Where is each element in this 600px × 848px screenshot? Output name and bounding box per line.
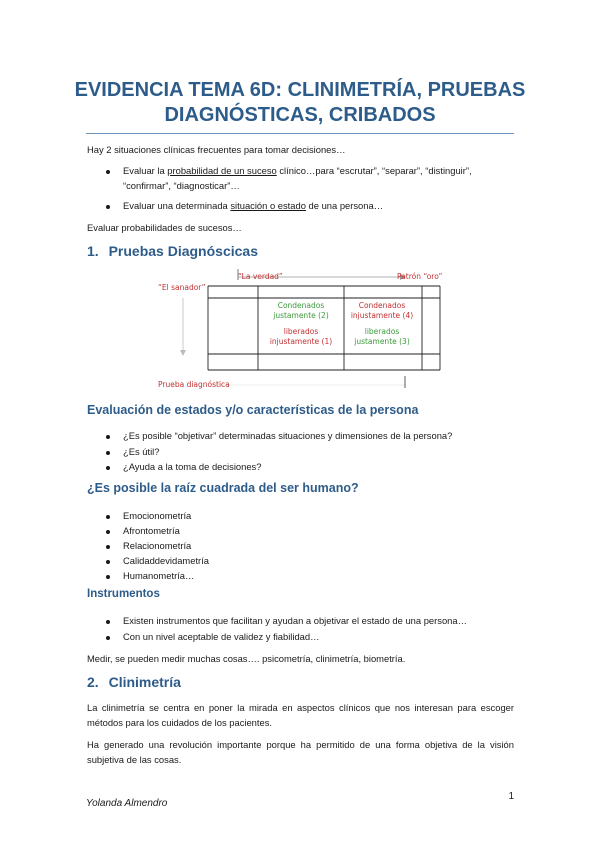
decision-1-underlined: probabilidad de un suceso [167,165,277,176]
page-number: 1 [508,791,514,802]
footer-author: Yolanda Almendro [86,798,168,809]
clinimetria-paragraph-2: Ha generado una revolución importante porque ha permitido de una forma objetiva de la visión subjetiva de las cosas. [87,739,514,765]
cell-2-line-2: injustamente (4) [350,311,414,320]
eval-item-2: ¿Es útil? [123,446,160,457]
left-label: “El sanador” [158,283,206,292]
title-underline [86,133,514,134]
decision-2-pre: Evaluar una determinada [123,200,231,211]
top-right-label: Patrón “oro” [397,272,443,281]
subsection-eval-heading: Evaluación de estados y/o características de la persona [87,403,419,417]
instr-item-1: Existen instrumentos que facilitan y ayudan a objetivar el estado de una persona… [123,615,467,626]
bottom-label: Prueba diagnóstica [158,380,230,389]
diagnostic-figure [150,266,450,394]
bullet-icon [106,636,110,640]
title-line-1: EVIDENCIA TEMA 6D: CLINIMETRÍA, PRUEBAS [74,79,526,101]
instr-item-2: Con un nivel aceptable de validez y fiabilidad… [123,631,320,642]
medir-text: Medir, se pueden medir muchas cosas…. psicometría, clinimetría, biometría. [87,653,406,664]
cell-3-line-1: liberados [283,327,319,336]
decision-item-1 [123,164,472,177]
bullet-icon [106,435,110,439]
cell-4-line-1: liberados [364,327,400,336]
decision-item-1-line2: “confirmar”, “diagnosticar”… [123,180,240,191]
bullet-icon [106,560,110,564]
cell-3-line-2: injustamente (1) [269,337,333,346]
figure-grid [208,286,440,370]
raiz-item-5: Humanometría… [123,570,195,581]
bullet-icon [106,451,110,455]
raiz-item-4: Calidaddevidametría [123,555,209,566]
bullet-icon [106,530,110,534]
raiz-item-2: Afrontometría [123,525,180,536]
decision-2-post: de una persona… [305,200,384,211]
eval-item-3: ¿Ayuda a la toma de decisiones? [123,461,262,472]
section-1-heading [87,243,258,259]
eval-prob-text: Evaluar probabilidades de sucesos… [87,222,242,233]
top-left-label: “La verdad” [238,272,283,281]
cell-1-line-2: justamente (2) [273,311,329,320]
section-1-number: 1. [87,243,99,259]
bullet-icon [106,515,110,519]
left-arrow-head-icon [180,350,186,356]
title-line-2: DIAGNÓSTICAS, CRIBADOS [164,104,436,126]
clinimetria-paragraph-1: La clinimetría se centra en poner la mirada en aspectos clínicos que nos interesan para escoger métodos para los cuidados de los pacientes. [87,702,514,728]
section-1-title: Pruebas Diagnóscicas [108,243,258,259]
eval-item-1: ¿Es posible “objetivar” determinadas situaciones y dimensiones de la persona? [123,430,453,441]
decision-1-pre: Evaluar la [123,165,168,176]
decision-1-post: clínico…para “escrutar”, “separar”, “distinguir”, [276,165,472,176]
decision-item-2 [123,199,383,212]
decision-2-underlined: situación o estado [230,200,306,211]
bullet-icon [106,575,110,579]
intro-text: Hay 2 situaciones clínicas frecuentes para tomar decisiones… [87,144,346,155]
bullet-icon [106,545,110,549]
raiz-item-3: Relacionometría [123,540,192,551]
cell-4-line-2: justamente (3) [354,337,410,346]
section-2-number: 2. [87,674,99,690]
bullet-icon [106,205,110,209]
section-2-title: Clinimetría [108,674,181,690]
document-title [60,78,540,128]
bullet-icon [106,170,110,174]
subsection-raiz-heading: ¿Es posible la raíz cuadrada del ser humano? [87,481,359,495]
cell-1-line-1: Condenados [277,301,325,310]
subsection-instr-heading: Instrumentos [87,588,160,600]
bullet-icon [106,620,110,624]
bullet-icon [106,466,110,470]
cell-2-line-1: Condenados [358,301,406,310]
section-2-heading [87,674,181,690]
raiz-item-1: Emocionometría [123,510,192,521]
